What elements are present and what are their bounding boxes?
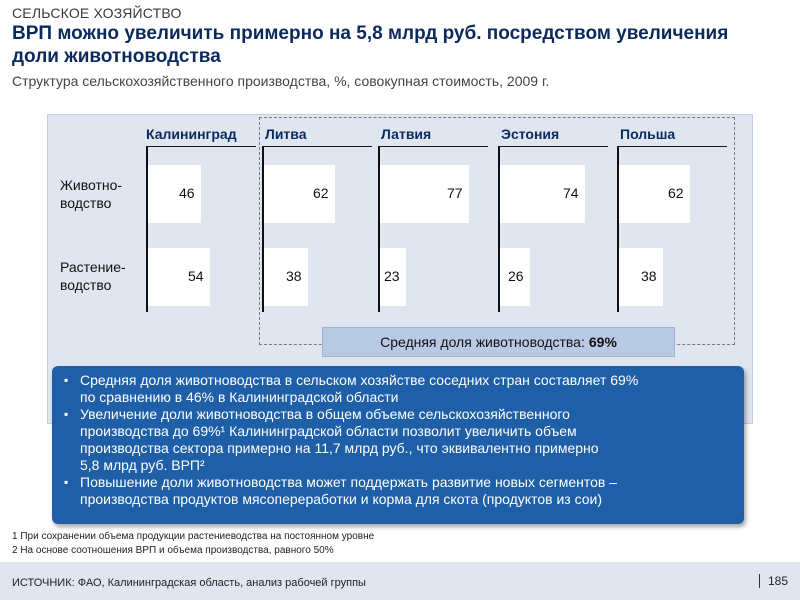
conclusion-bullet <box>62 372 734 406</box>
section-label: СЕЛЬСКОЕ ХОЗЯЙСТВО <box>12 5 182 21</box>
footnote-1: 1 При сохранении объема продукции растениеводства на постоянном уровне <box>12 531 375 542</box>
row-label-crops <box>60 258 126 294</box>
row-label-line: водство <box>60 195 112 211</box>
conclusion-bullet <box>62 474 734 508</box>
country-label: Калининград <box>146 126 237 142</box>
bar-value-label: 38 <box>641 268 657 284</box>
country-rule <box>146 146 256 147</box>
country-rule <box>617 146 727 147</box>
conclusion-line: ▪ Увеличение доли животноводства в общем объеме сельскохозяйственного <box>80 406 570 422</box>
country-label: Эстония <box>501 126 560 142</box>
country-rule <box>262 146 372 147</box>
country-rule <box>498 146 608 147</box>
neighbors-dashed-box <box>259 117 735 345</box>
average-share-value: 69% <box>588 334 617 350</box>
bar-value-label: 77 <box>447 185 463 201</box>
bar-value-label: 54 <box>188 268 204 284</box>
conclusion-line: производства продуктов мясопереработки и корма для скота (продуктов из сои) <box>80 491 603 507</box>
conclusions-callout <box>52 366 744 524</box>
average-share-box <box>322 327 675 357</box>
bar-value-label: 26 <box>508 268 524 284</box>
bar-value-label: 38 <box>286 268 302 284</box>
conclusion-line: по сравнению в 46% в Калининградской области <box>80 389 399 405</box>
conclusion-line: производства до 69%¹ Калининградской области позволит увеличить объем <box>80 423 577 439</box>
page-title: ВРП можно увеличить примерно на 5,8 млрд руб. посредством увеличения доли животноводства <box>12 23 729 67</box>
country-rule <box>378 146 488 147</box>
average-share-label: Средняя доля животноводства: <box>380 334 585 350</box>
country-label: Литва <box>265 126 307 142</box>
country-label: Латвия <box>381 126 432 142</box>
conclusion-line: 5,8 млрд руб. ВРП² <box>80 457 205 473</box>
chart-subtitle: Структура сельскохозяйственного производства, %, совокупная стоимость, 2009 г. <box>12 73 550 89</box>
conclusion-line: производства сектора примерно на 11,7 млрд руб., что эквивалентно примерно <box>80 440 599 456</box>
source-note: ИСТОЧНИК: ФАО, Калининградская область, анализ рабочей группы <box>12 577 366 589</box>
bar-value-label: 62 <box>313 185 329 201</box>
row-label-line: Животно- <box>60 177 123 193</box>
bar-value-label: 74 <box>563 185 579 201</box>
conclusion-line: ▪ Средняя доля животноводства в сельском хозяйстве соседних стран составляет 69% <box>80 372 639 388</box>
country-label: Польша <box>620 126 676 142</box>
row-label-livestock <box>60 176 122 212</box>
conclusion-bullet <box>62 406 734 474</box>
bar-value-label: 62 <box>668 185 684 201</box>
row-label-line: водство <box>60 277 112 293</box>
bar-value-label: 23 <box>384 268 400 284</box>
row-label-line: Растение- <box>60 259 126 275</box>
bar-value-label: 46 <box>179 185 195 201</box>
conclusion-line: ▪ Повышение доли животноводства может поддержать развитие новых сегментов – <box>80 474 618 490</box>
conclusions-list <box>62 372 734 508</box>
footnote-2: 2 На основе соотношения ВРП и объема производства, равного 50% <box>12 545 334 556</box>
page-number: 185 <box>759 574 788 588</box>
